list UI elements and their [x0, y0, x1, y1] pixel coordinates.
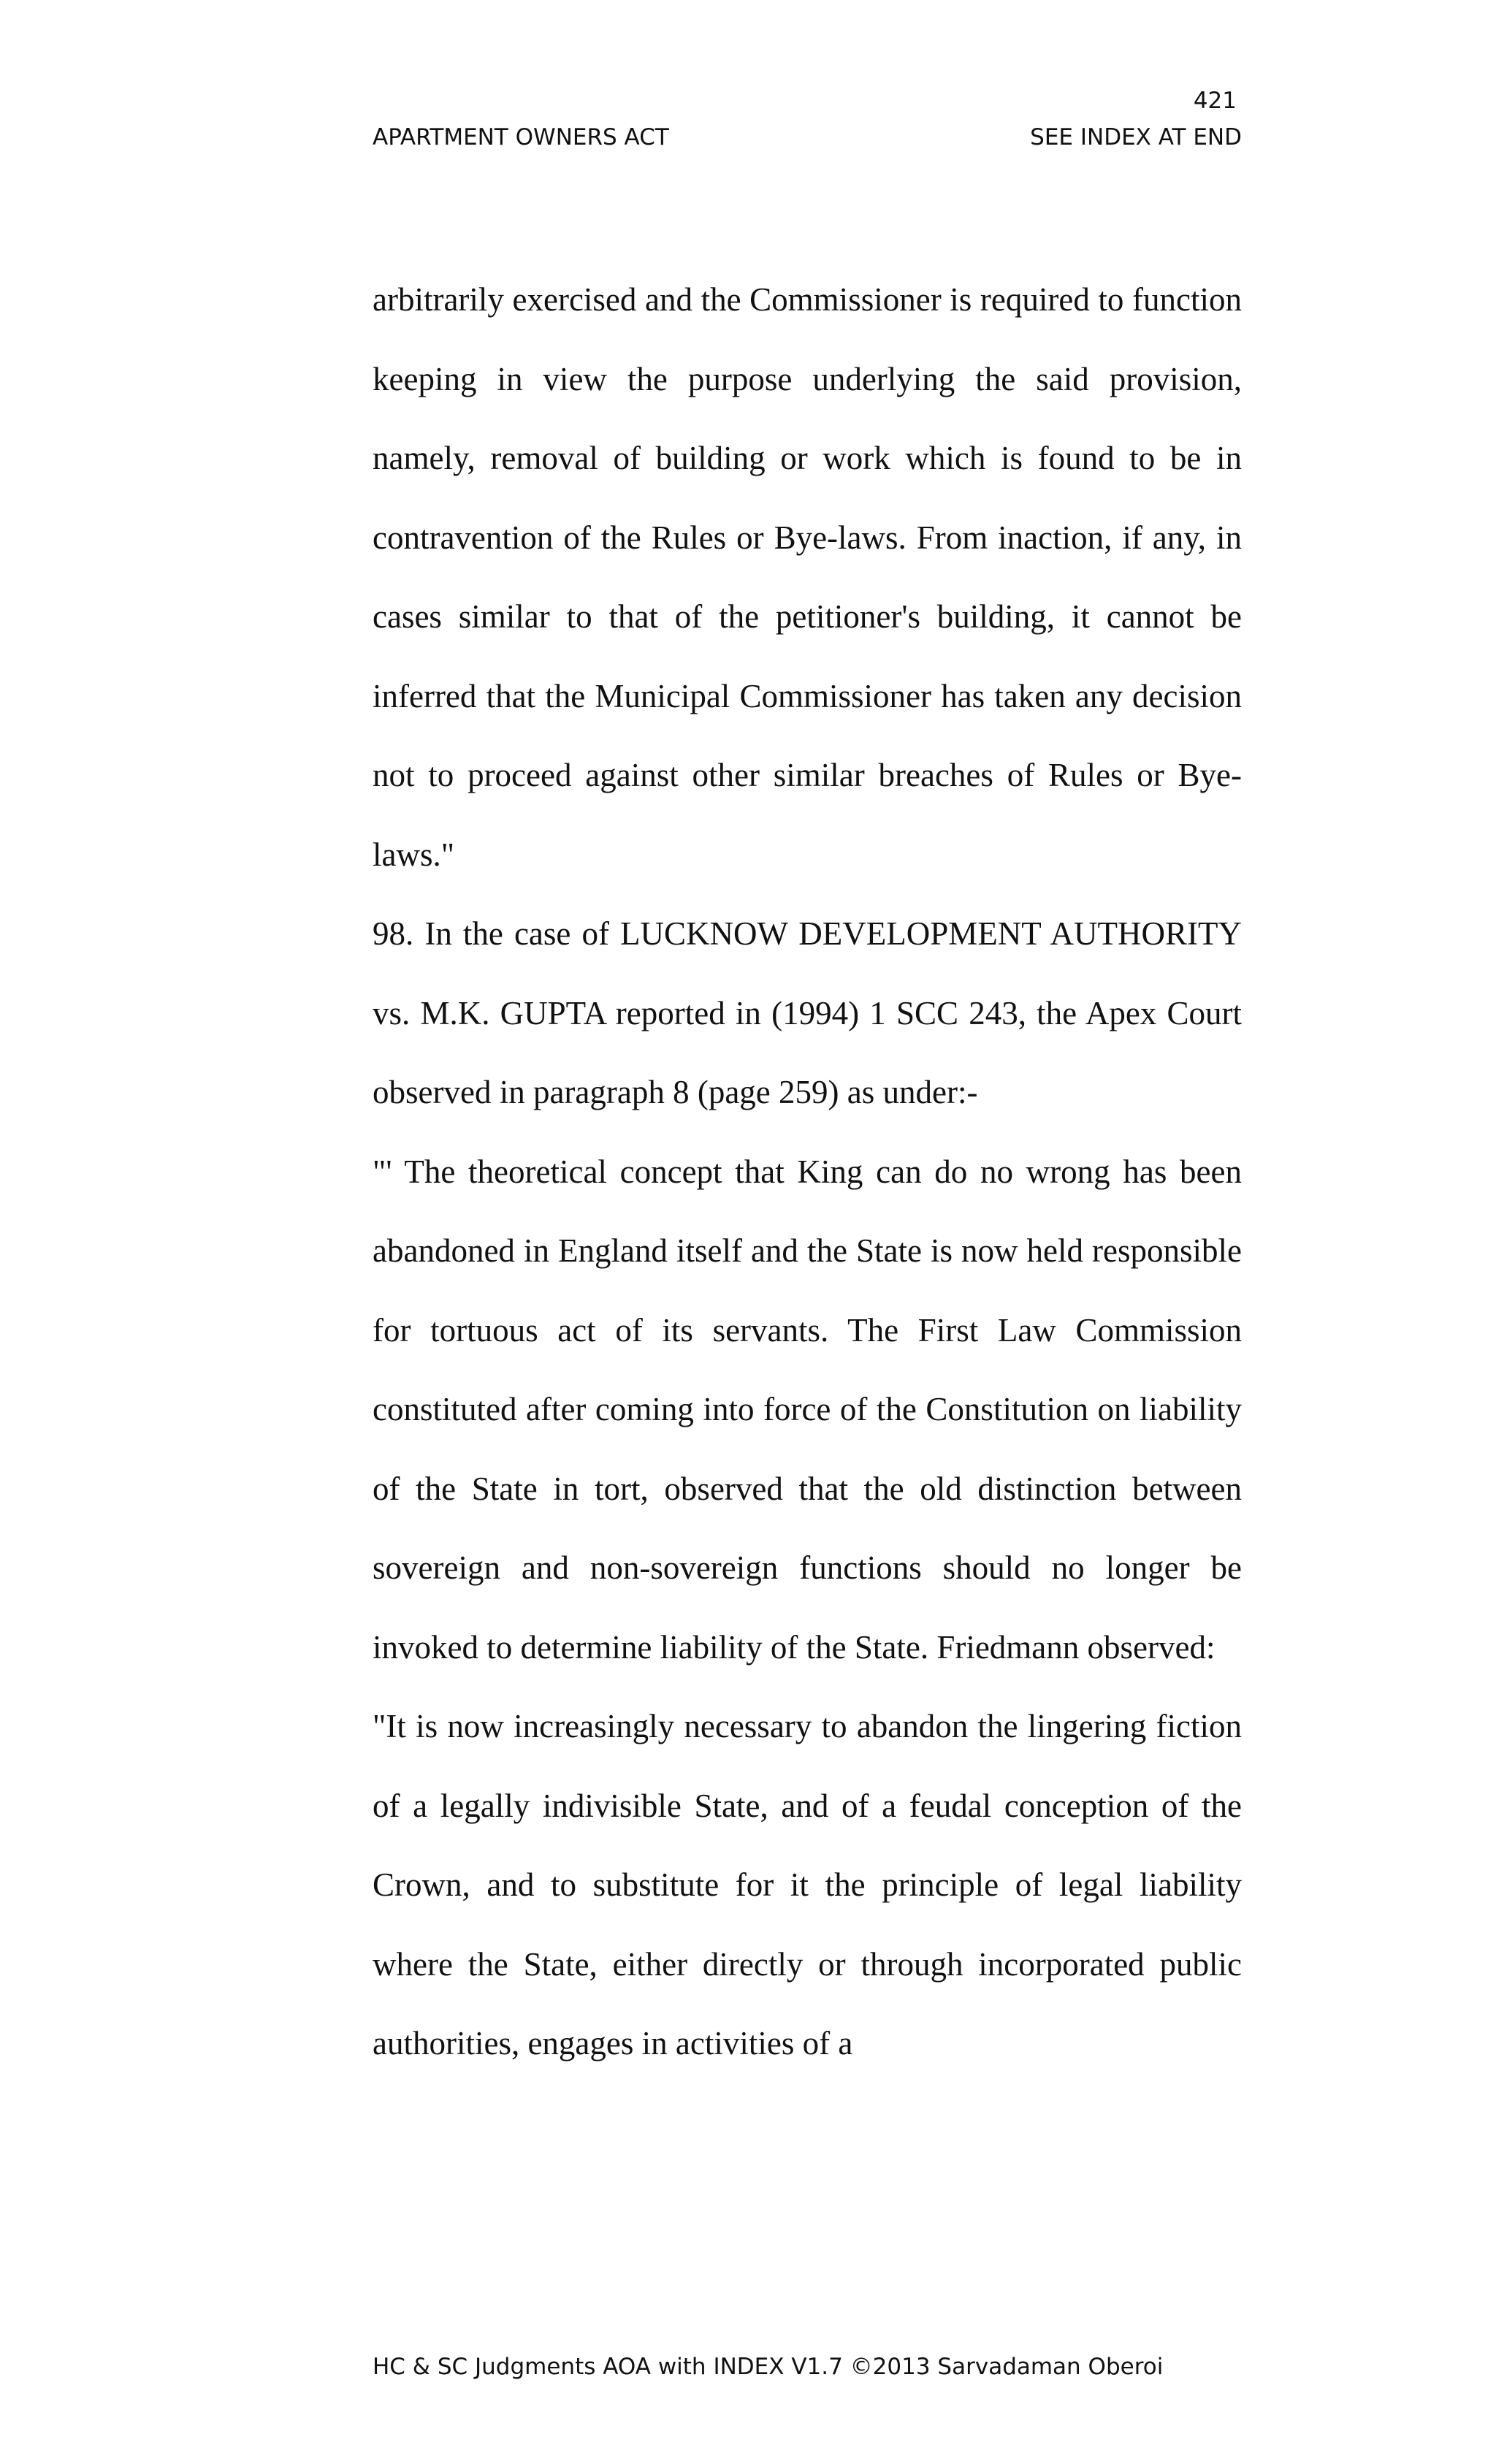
- page-footer: HC & SC Judgments AOA with INDEX V1.7 ©2013 Sarvadaman Oberoi: [373, 2354, 1164, 2380]
- header-index-note: SEE INDEX AT END: [1030, 124, 1242, 150]
- paragraph-king-can-do-no-wrong-quote: "' The theoretical concept that King can do no wrong has been abandoned in England itself and the State is now held responsible for tortuous act of its servants. The First Law Commission constituted after coming into force of the Constitution on liability of the State in tort, observed that the old distinction between sovereign and non-sovereign functions should no longer be invoked to determine liability of the State. Friedmann observed:: [373, 1153, 1242, 1666]
- paragraph-98-lucknow-case: 98. In the case of LUCKNOW DEVELOPMENT AUTHORITY vs. M.K. GUPTA reported in (1994) 1 SCC 243, the Apex Court observed in paragraph 8 (page 259) as under:-: [373, 915, 1242, 1110]
- header-title: APARTMENT OWNERS ACT: [373, 124, 669, 150]
- page-header: [373, 123, 1242, 152]
- paragraph-commissioner-quote: arbitrarily exercised and the Commissioner is required to function keeping in view the purpose underlying the said provision, namely, removal of building or work which is found to be in contravention of the Rules or Bye-laws. From inaction, if any, in cases similar to that of the petitioner's building, it cannot be inferred that the Municipal Commissioner has taken any decision not to proceed against other similar breaches of Rules or Bye-laws.": [373, 281, 1242, 873]
- page-number: 421: [1193, 88, 1237, 114]
- document-body: [373, 260, 1242, 2083]
- paragraph-friedmann-quote: "It is now increasingly necessary to abandon the lingering fiction of a legally indivisible State, and of a feudal conception of the Crown, and to substitute for it the principle of legal liability where the State, either directly or through incorporated public authorities, engages in activities of a: [373, 1708, 1242, 2061]
